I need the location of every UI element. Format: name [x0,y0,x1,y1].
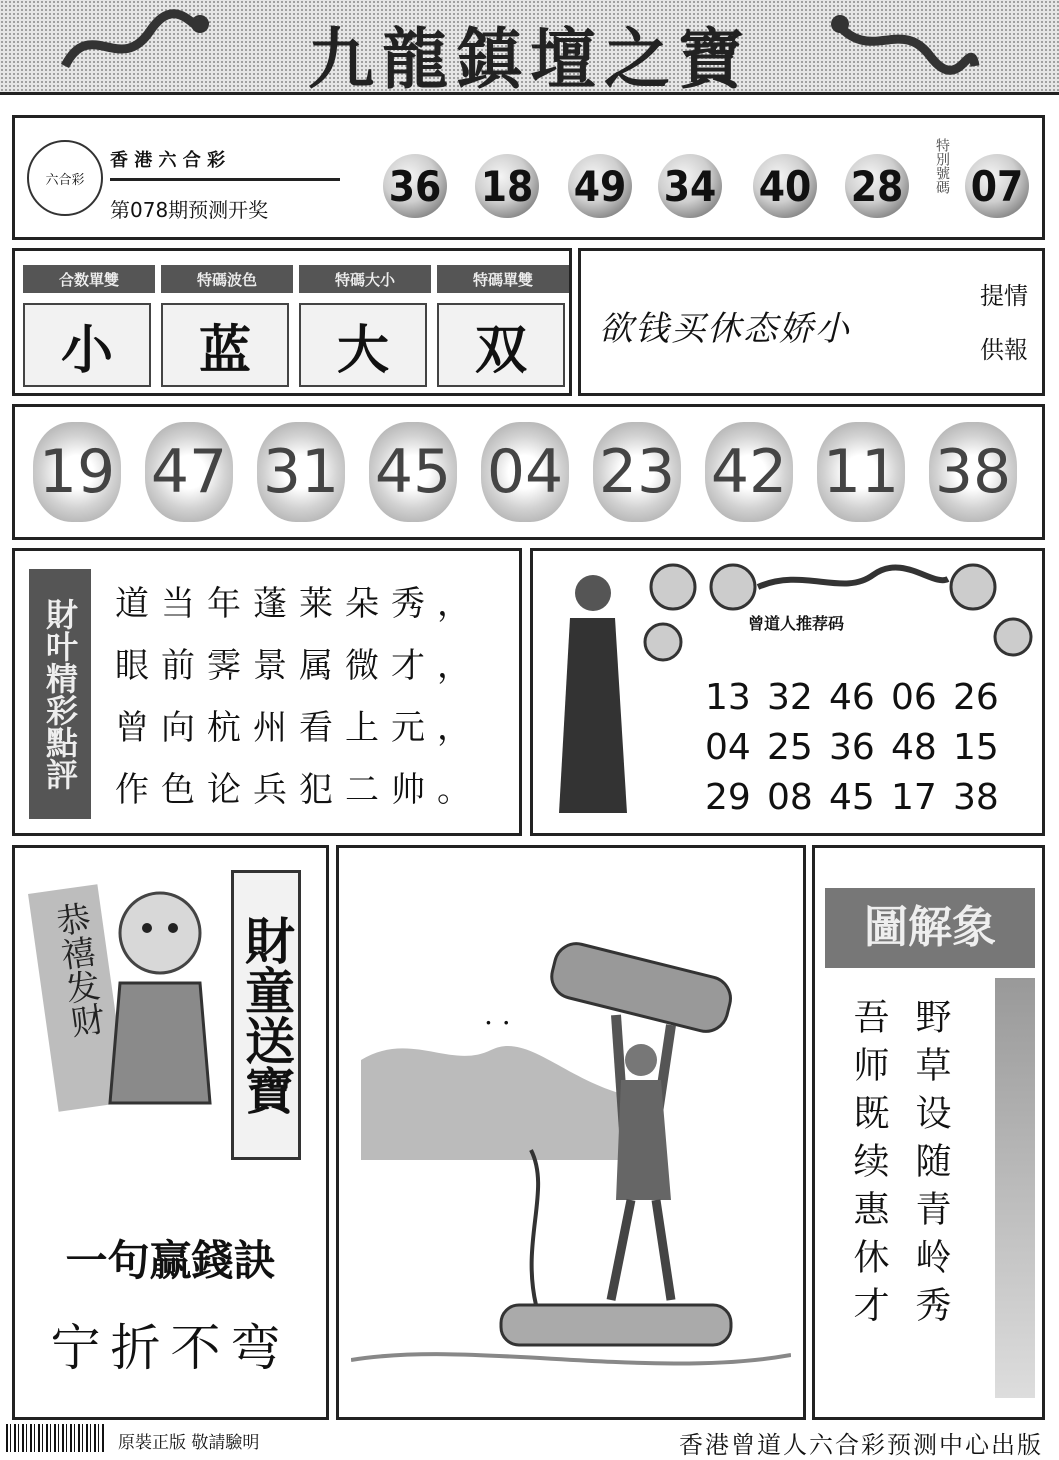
attribute-header: 特碼單雙 [437,265,569,293]
master-panel [530,548,1045,836]
forecast-number: 04 [481,422,569,522]
logo-text: 六合彩 [45,172,85,188]
master-number-row [705,773,1015,823]
scene-panel [336,845,806,1420]
master-number-row [705,673,1015,723]
slogan-title: 一句赢錢訣 [65,1236,276,1285]
forecast-number: 31 [257,422,345,522]
forecast-number: 45 [369,422,457,522]
master-figure [545,563,645,823]
master-number: 15 [953,727,999,768]
barcode-icon [6,1424,106,1452]
draw-number-ball: 40 [753,154,817,218]
attributes-panel [12,248,572,396]
master-number: 45 [829,777,875,818]
decode-shade [995,978,1035,1398]
poem-line: 眼前霁景属微才， [115,646,483,686]
draw-panel [12,115,1045,240]
lottery-logo [27,140,103,216]
dragon-right-icon [830,6,980,86]
poem-line: 曾向杭州看上元， [115,708,483,748]
master-number: 46 [829,677,875,718]
poem-line: 作色论兵犯二帅。 [115,770,483,810]
period-label: 第078期预测开奖 [110,198,269,222]
master-number: 48 [891,727,937,768]
master-number: 25 [767,727,813,768]
attribute-header: 合数單雙 [23,265,155,293]
page-title: 九龍鎮壇之寶 [308,20,752,98]
forecast-number: 38 [929,422,1017,522]
decode-panel [812,845,1045,1420]
poem-line: 道当年蓬莱朵秀， [115,584,483,624]
footer-left-text: 原裝正版 敬請驗明 [118,1433,260,1453]
scene-dots: . . [484,998,511,1031]
draw-number-ball: 36 [383,154,447,218]
master-number-row [705,723,1015,773]
forecast-number: 19 [33,422,121,522]
nine-numbers-panel [12,404,1045,540]
riddle-panel [578,248,1045,396]
master-number: 32 [767,677,813,718]
draw-number-ball: 49 [568,154,632,218]
decode-col-2: 吾师既续惠休才 [848,998,889,1334]
attribute-header: 特碼波色 [161,265,293,293]
footer-right-text: 香港曾道人六合彩预测中心出版 [679,1431,1043,1459]
forecast-number: 23 [593,422,681,522]
attribute-value: 双 [437,303,565,387]
poem-label: 財叶精彩點評 [29,569,91,819]
master-number: 38 [953,777,999,818]
decode-col-1: 野草设随青岭秀 [910,998,951,1334]
scroll-text: 恭禧发财 [47,899,107,1040]
master-number: 36 [829,727,875,768]
draw-number-ball: 18 [475,154,539,218]
master-number: 06 [891,677,937,718]
forecast-number: 11 [817,422,905,522]
fortune-boy-figure [105,868,225,1128]
dragon-left-icon [60,6,210,86]
slogan: 宁折不弯 [50,1319,291,1377]
poem-panel [12,548,522,836]
master-number: 26 [953,677,999,718]
forecast-number: 47 [145,422,233,522]
master-number: 13 [705,677,751,718]
attribute-value: 大 [299,303,427,387]
attribute-header: 特碼大小 [299,265,431,293]
special-number-ball: 07 [965,154,1029,218]
attribute-value: 蓝 [161,303,289,387]
log-lifter-illustration [351,860,791,1400]
decode-title: 圖解象 [825,888,1035,968]
draw-number-ball: 28 [845,154,909,218]
wealth-banner: 財童送寶 [231,870,301,1160]
master-number: 04 [705,727,751,768]
master-title: 曾道人推荐码 [748,614,845,633]
master-number: 17 [891,777,937,818]
draw-number-ball: 34 [658,154,722,218]
master-number: 08 [767,777,813,818]
master-number: 29 [705,777,751,818]
boy-panel [12,845,329,1420]
riddle-text: 欲钱买休态娇小 [599,309,851,349]
attribute-value: 小 [23,303,151,387]
footer [0,1422,1059,1459]
side-label: 提情供報 [980,282,1028,364]
special-label: 特別號碼 [934,138,950,194]
forecast-number: 42 [705,422,793,522]
header-banner [0,0,1059,98]
brand-name: 香 港 六 合 彩 [110,146,340,181]
